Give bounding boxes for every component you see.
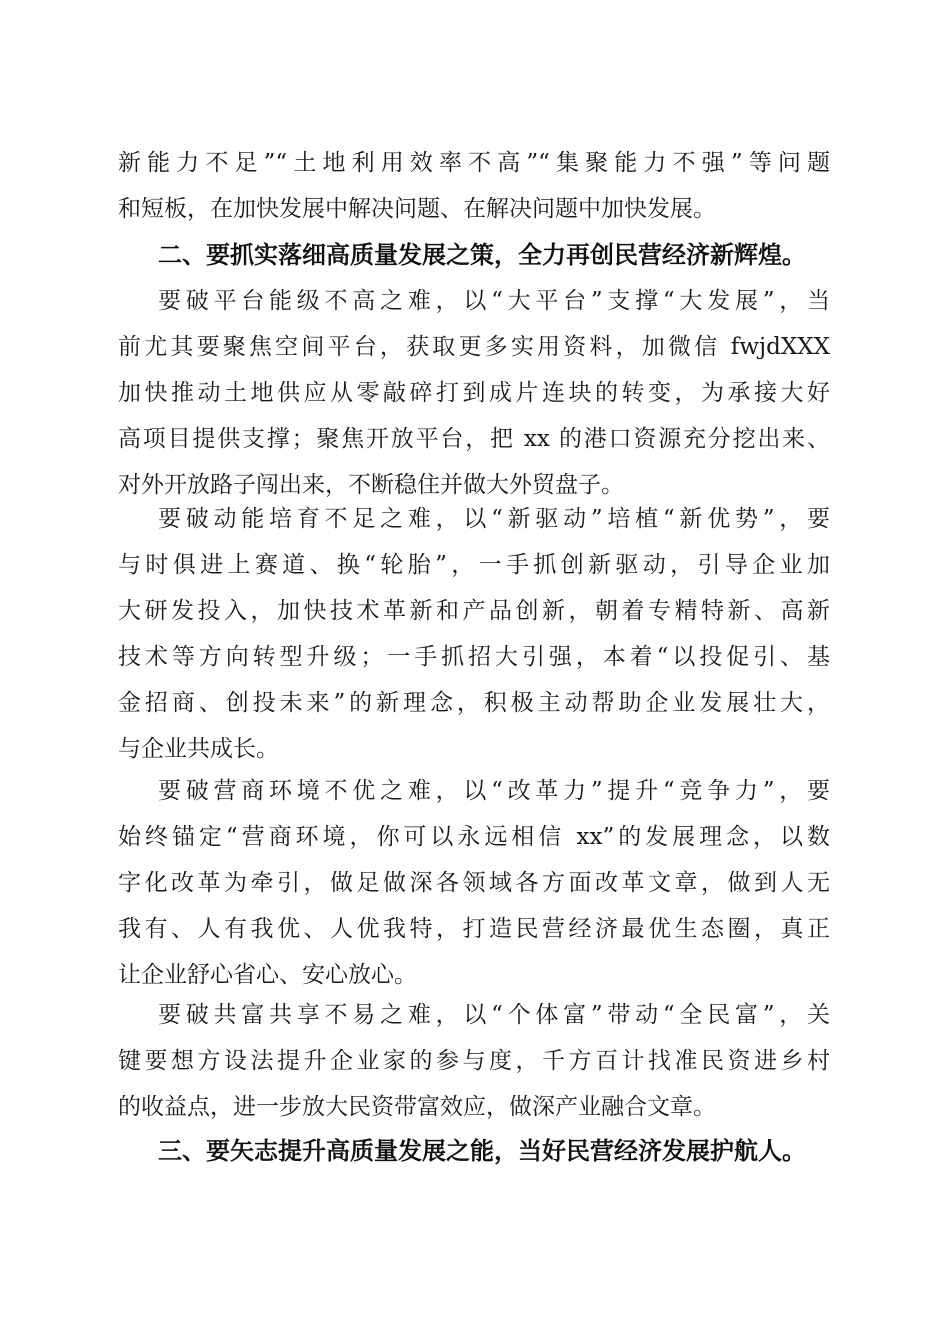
- paragraph-line: 大研发投入，加快技术革新和产品创新，朝着专精特新、高新: [118, 598, 830, 624]
- section-heading-2: 二、要抓实落细高质量发展之策，全力再创民营经济新辉煌。: [158, 241, 806, 269]
- paragraph-line: 键要想方设法提升企业家的参与度，千方百计找准民资进乡村: [118, 1048, 830, 1074]
- paragraph-line: 与企业共成长。: [118, 736, 279, 762]
- paragraph-line: 加快推动土地供应从零敲碎打到成片连块的转变，为承接大好: [118, 380, 830, 406]
- paragraph-line: 要破平台能级不高之难，以“大平台”支撑“大发展”，当: [158, 288, 830, 314]
- paragraph-line: 与时俱进上赛道、换“轮胎”，一手抓创新驱动，引导企业加: [118, 552, 830, 578]
- paragraph-line: 字化改革为牵引，做足做深各领域各方面改革文章，做到人无: [118, 870, 830, 896]
- paragraph-line: 金招商、创投未来”的新理念，积极主动帮助企业发展壮大，: [118, 690, 830, 716]
- paragraph-line: 高项目提供支撑；聚焦开放平台，把 xx 的港口资源充分挖出来、: [118, 426, 830, 452]
- paragraph-line: 技术等方向转型升级；一手抓招大引强，本着“以投促引、基: [118, 644, 830, 670]
- paragraph-line: 要破动能培育不足之难，以“新驱动”培植“新优势”，要: [158, 506, 830, 532]
- paragraph-line: 对外开放路子闯出来，不断稳住并做大外贸盘子。: [118, 472, 624, 498]
- section-heading-3: 三、要矢志提升高质量发展之能，当好民营经济发展护航人。: [158, 1137, 806, 1165]
- paragraph-line: 让企业舒心省心、安心放心。: [118, 962, 417, 988]
- paragraph-line: 要破共富共享不易之难，以“个体富”带动“全民富”，关: [158, 1002, 830, 1028]
- paragraph-line: 始终锚定“营商环境，你可以永远相信 xx”的发展理念，以数: [118, 824, 830, 850]
- paragraph-line: 要破营商环境不优之难，以“改革力”提升“竞争力”，要: [158, 778, 830, 804]
- paragraph-line: 新能力不足”“土地利用效率不高”“集聚能力不强”等问题: [118, 150, 830, 176]
- paragraph-line: 我有、人有我优、人优我特，打造民营经济最优生态圈，真正: [118, 916, 830, 942]
- paragraph-line: 前尤其要聚焦空间平台，获取更多实用资料，加微信 fwjdXXX: [118, 334, 830, 360]
- paragraph-line: 和短板，在加快发展中解决问题、在解决问题中加快发展。: [118, 196, 716, 222]
- paragraph-line: 的收益点，进一步放大民资带富效应，做深产业融合文章。: [118, 1094, 716, 1120]
